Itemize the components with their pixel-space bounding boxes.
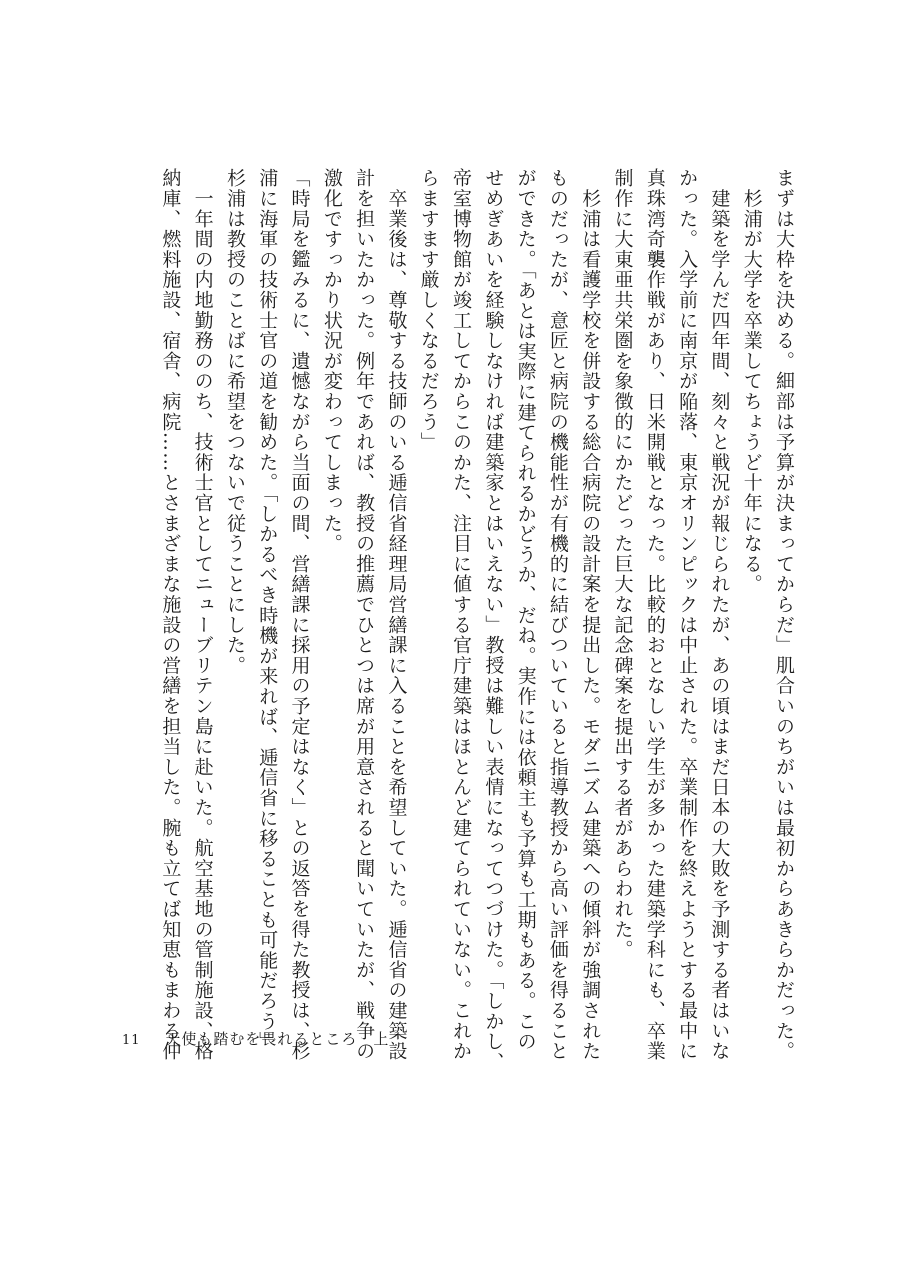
page-footer [122, 1028, 389, 1049]
text-line: 浦に海軍の技術士官の道を勧めた。「しかるべき時機が来れば、逓信省に移ることも可能だろう」 [256, 168, 279, 1052]
running-title: 天使も踏むを畏れるところ 上 [165, 1030, 390, 1048]
text-line: まずは大枠を決める。細部は予算が決まってからだ」肌合いのちがいは最初からあきらかだった。 [773, 168, 795, 1062]
text-line: らますます厳しくなるだろう」 [417, 168, 440, 453]
text-line: 一年間の内地勤務ののち、技術士官としてニューブリテン島に赴いた。航空基地の管制施設、格 [191, 168, 214, 1062]
text-line: 計を担いたかった。例年であれば、教授の推薦でひとつは席が用意されると聞いていたが、戦争の [353, 168, 376, 1062]
page-number: 11 [122, 1033, 141, 1048]
text-line: 「時局を鑑みるに、遺憾ながら当面の間、営繕課に採用の予定はなく」との返答を得た教授は、杉 [288, 168, 311, 1062]
text-line: 激化ですっかり状況が変わってしまった。 [320, 168, 343, 554]
text-line: 真珠湾奇襲作戦があり、日米開戦となった。比較的おとなしい学生が多かった建築学科にも、卒業 [643, 168, 666, 1062]
text-line: ものだったが、意匠と病院の機能性が有機的に結びついていると指導教授から高い評価を得ること [546, 168, 569, 1062]
text-line: 杉浦は教授のことばに希望をつないで従うことにした。 [223, 168, 246, 676]
text-line: ができた。「あとは実際に建てられるかどうか、だね。実作には依頼主も予算も工期もある。この [514, 168, 537, 1052]
text-line: 納庫、燃料施設、宿舎、病院……とさまざまな施設の営繕を担当した。腕も立てば知恵もまわる仲 [159, 168, 182, 1062]
text-line: 制作に大東亜共栄圏を象徴的にかたどった巨大な記念碑案を提出する者があらわれた。 [611, 168, 634, 960]
text-line: 杉浦は看護学校を併設する総合病院の設計案を提出した。モダニズム建築への傾斜が強調された [579, 168, 602, 1062]
text-line: かった。入学前に南京が陥落、東京オリンピックは中止された。卒業制作を終えようとする最中に [676, 168, 699, 1062]
text-line: 杉浦が大学を卒業してちょうど十年になる。 [740, 168, 763, 595]
text-line: 建築を学んだ四年間、刻々と戦況が報じられたが、あの頃はまだ日本の大敗を予測する者はいな [708, 168, 731, 1062]
text-line: せめぎあいを経験しなければ建築家とはいえない」教授は難しい表情になってつづけた。「しかし、 [482, 168, 505, 1072]
text-line: 帝室博物館が竣工してからこのかた、注目に値する官庁建築はほとんど建てられていない。これか [450, 168, 473, 1062]
text-line: 卒業後は、尊敬する技師のいる逓信省経理局営繕課に入ることを希望していた。逓信省の建築設 [385, 168, 408, 1062]
